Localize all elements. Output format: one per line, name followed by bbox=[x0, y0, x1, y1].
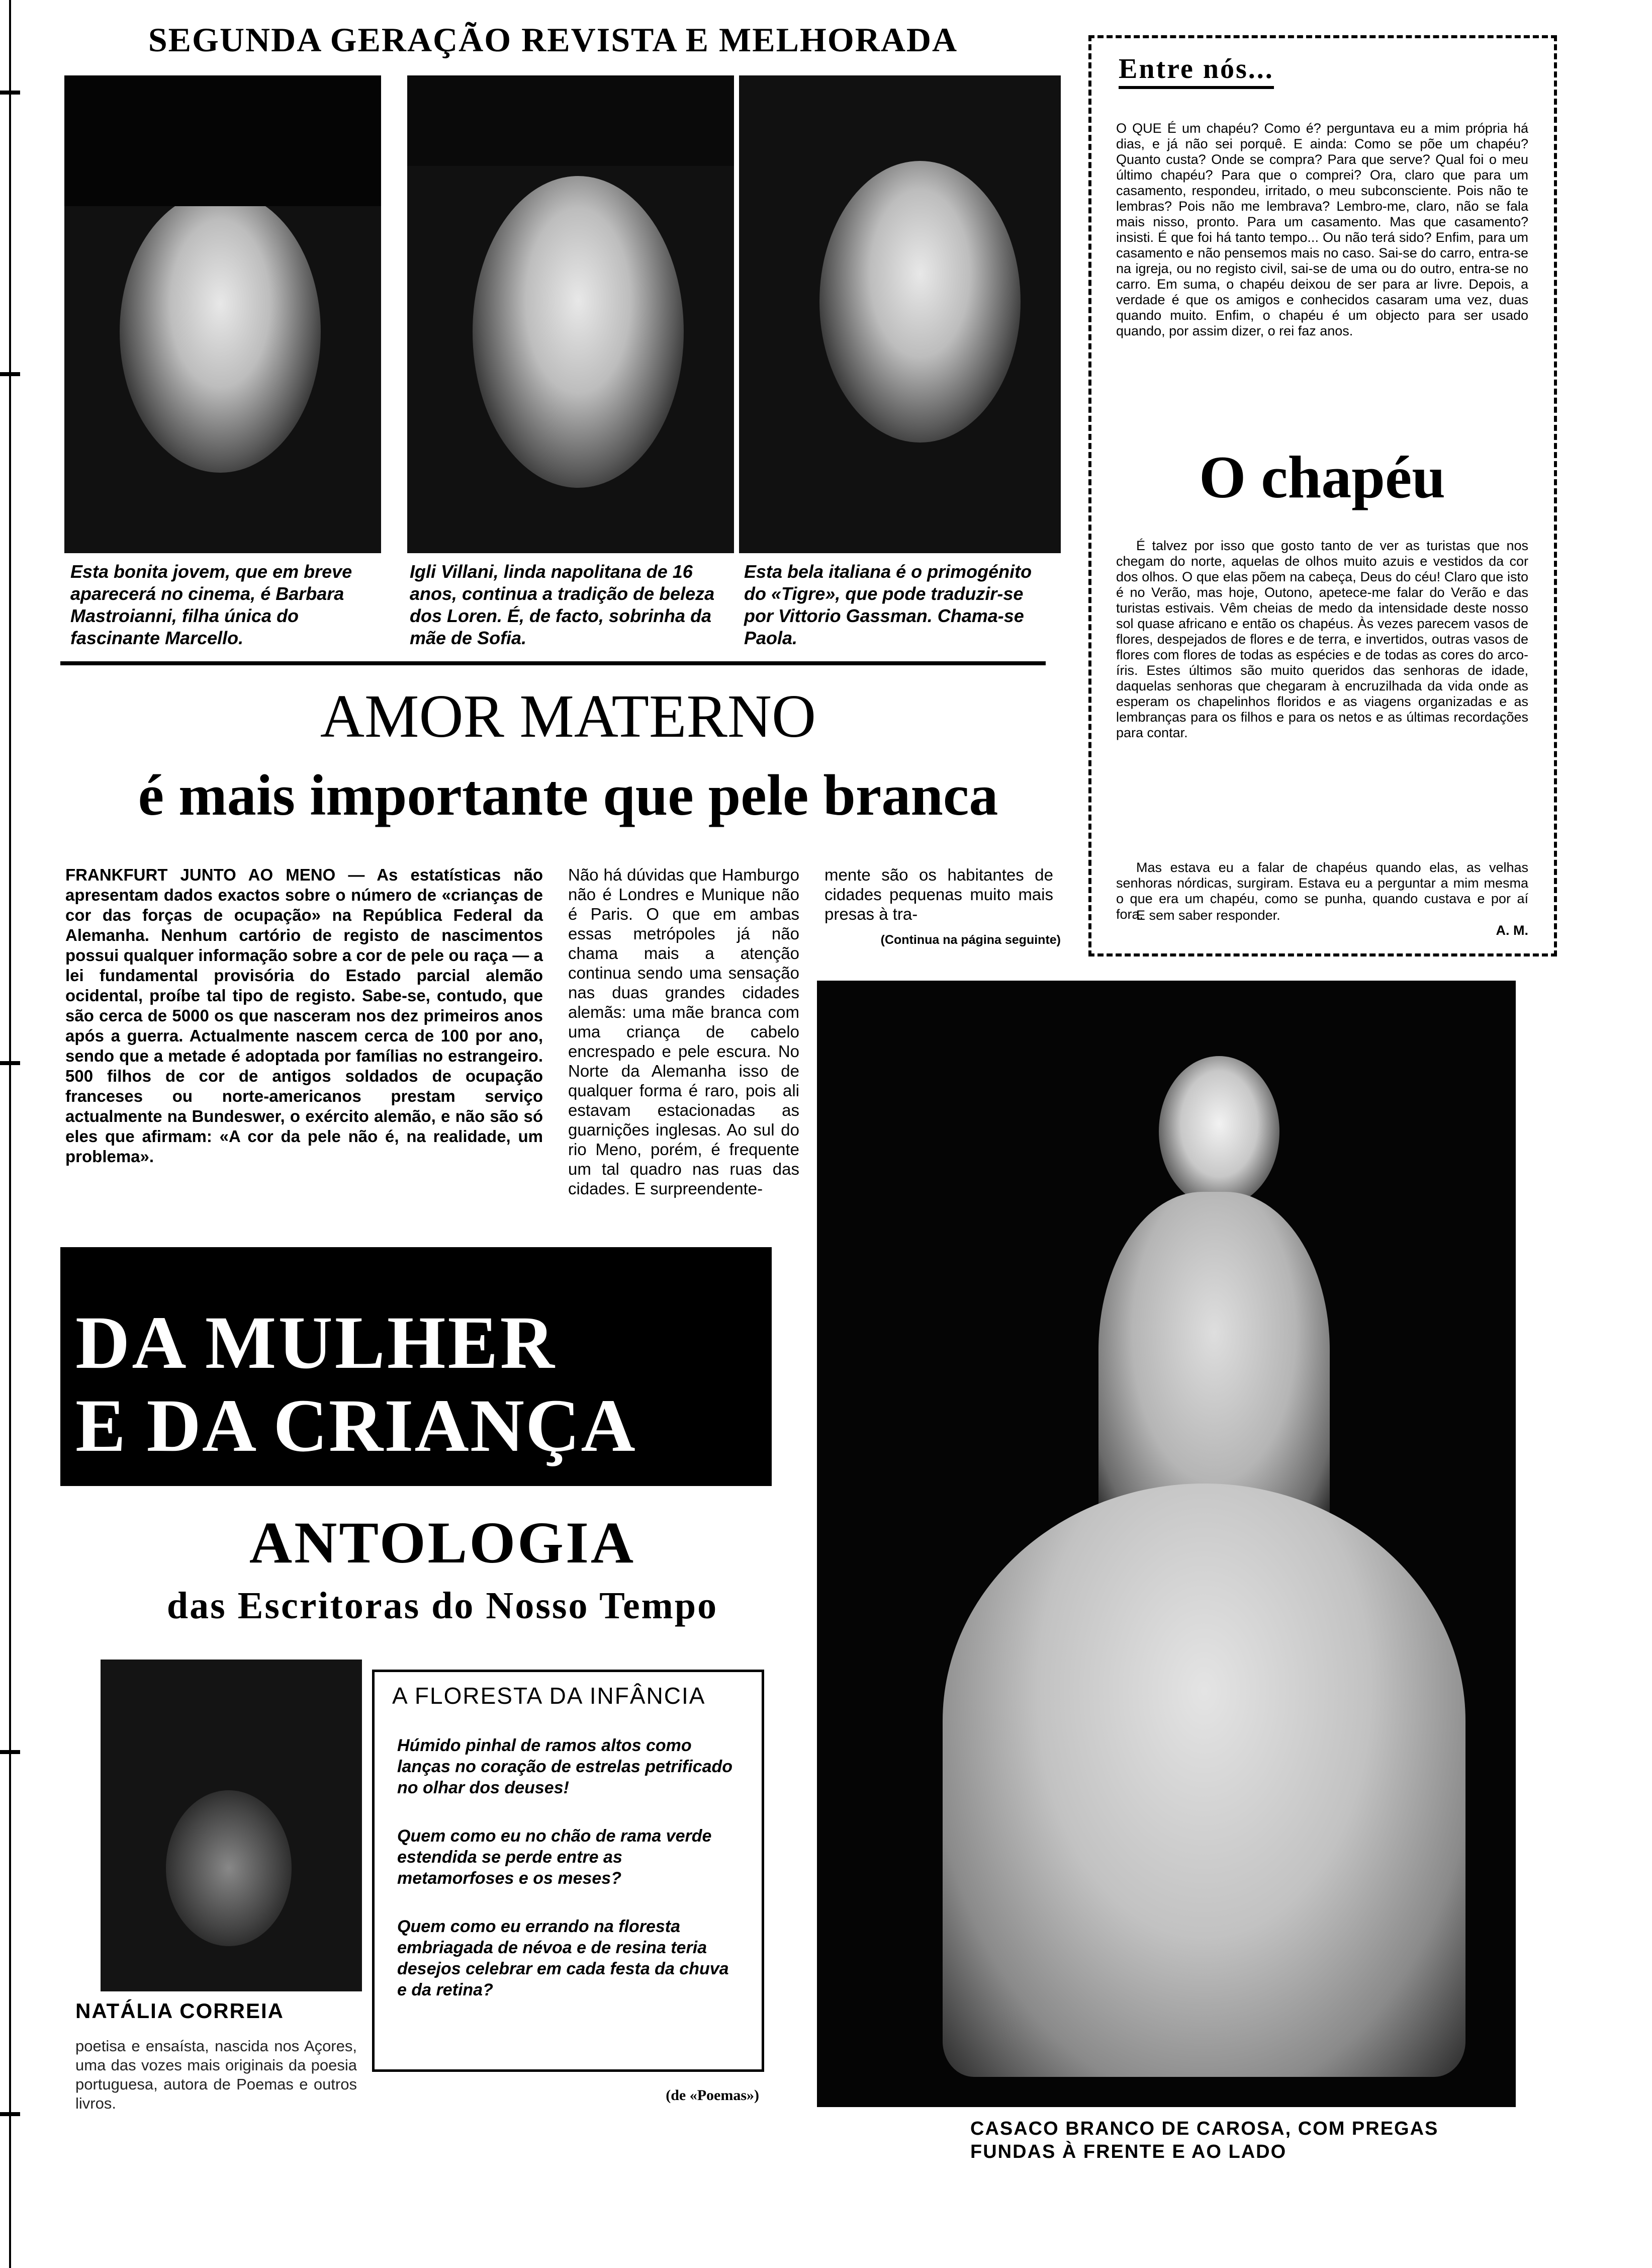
column-title: O chapéu bbox=[1199, 444, 1446, 510]
anthology-title: ANTOLOGIA bbox=[249, 1510, 636, 1576]
masthead-line2: E DA CRIANÇA bbox=[75, 1384, 636, 1467]
fashion-caption: CASACO BRANCO DE CAROSA, COM PREGAS FUNDAS À FRENTE E AO LADO bbox=[970, 2118, 1439, 2162]
article-continue: (Continua na página seguinte) bbox=[880, 933, 1061, 947]
article-col2: Não há dúvidas que Hamburgo não é Londres e Munique não é Paris. O que em ambas essas metrópoles já não chama mais a atenção continua sendo uma sensação nas duas grandes cidades alemãs: uma mãe branca com uma criança de cabelo encrespado e pele escura. No Norte da Alemanha isso de qualquer forma é raro, pois ali estavam estacionadas as guarnições inglesas. Ao sul do rio Meno, porém, é frequente um tal quadro nas ruas das cidades. E surpreendente- bbox=[568, 865, 799, 1198]
photo-strip-rule bbox=[60, 661, 1046, 665]
poem-source: (de «Poemas») bbox=[666, 2087, 759, 2104]
caption-paola: Esta bela italiana é o primogénito do «Tigre», que pode traduzir-se por Vittorio Gassman. Chama-se Paola. bbox=[744, 561, 1032, 648]
column-signature: A. M. bbox=[1496, 923, 1528, 938]
author-portrait bbox=[101, 1660, 362, 1991]
poem-stanza-1: Húmido pinhal de ramos altos como lanças no coração de estrelas petrificado no olhar dos deuses! bbox=[397, 1736, 733, 1797]
photo-barbara-mastroianni bbox=[64, 75, 381, 553]
poem-title: A FLORESTA DA INFÂNCIA bbox=[392, 1683, 706, 1709]
column-intro: O QUE É um chapéu? Como é? perguntava eu a mim própria há dias, e já não sei porquê. E ainda: Como se põe um chapéu? Quanto custa? Onde se compra? Para que serve? Qual foi o meu último chapéu? Para que o comprei? Ora, claro que para um casamento, respondeu, irritado, o meu subconsciente. Pois não te lembras? Pois não me lembrava? Lembro-me, claro, não se fala mais nisso, pronto. Para um casamento. Mas que casamento? insisti. É que foi há tanto tempo... Ou não terá sido? Enfim, para um casamento e não pensemos mais no caso. Sai-se do carro, entra-se na igreja, ou no registo civil, sai-se de uma ou do outro, entra-se no carro. Em suma, o chapéu deixou de ser para ar livre. Depois, a verdade é que os amigos e conhecidos casaram uma vez, duas quando muito. Enfim, o chapéu é um objecto para ser usado quando, por assim dizer, o rei faz anos. bbox=[1116, 121, 1528, 338]
article-lead: FRANKFURT JUNTO AO MENO — As estatísticas não apresentam dados exactos sobre o número de «crianças de cor das forças de ocupação» na República Federal da Alemanha. Nenhum cartório de registo de nascimentos possui qualquer informação sobre a cor de pele ou raça — a lei fundamental provisória do Estado parcial alemão ocidental, proíbe tal tipo de registo. Sabe-se, contudo, que são cerca de 5000 os que nasceram nos dez primeiros anos após a guerra. Actualmente nascem cerca de 100 por ano, sendo que a metade é adoptada por famílias no estrangeiro. 500 filhos de cor de antigos soldados de ocupação franceses ou norte-americanos prestam serviço actualmente na Bundeswer, o exército alemão, e não são só eles que afirmam: «A cor da pele não é, na realidade, um problema». bbox=[65, 865, 543, 1166]
column-body-1: É talvez por isso que gosto tanto de ver as turistas que nos chegam do norte, aquelas de olhos muito azuis e vestidos da cor dos olhos. O que elas põem na cabeça, Deus do céu! Claro que isto é no Verão, mas hoje, Outono, apetece-me falar do Verão e das turistas estivais. Vêm cheias de medo da intensidade deste nosso sol quase africano e então os chapéus. Às vezes parecem vasos de flores, despejados de flores e de terra, e invertidos, outras vasos de flores com flores de todas as espécies e de todas as cores do arco-íris. Estes últimos são muito queridos das senhoras de idade, daquelas senhoras que chegaram à encruzilhada da vida onde as esperam os chapelinhos floridos e as viagens organizadas e as lembranças para os filhos e para os netos e as últimas recordações para contar. bbox=[1116, 538, 1528, 740]
poem-stanza-3: Quem como eu errando na floresta embriagada de névoa e de resina teria desejos celebrar em cada festa da chuva e da retina? bbox=[397, 1917, 729, 1999]
fashion-photo bbox=[817, 981, 1516, 2107]
photo-igli-villani bbox=[407, 75, 734, 553]
column-body-2: Mas estava eu a falar de chapéus quando elas, as velhas senhoras nórdicas, surgiram. Estava eu a perguntar a mim mesma o que era um chapéu, como se punha, quando custava e por aí fora. bbox=[1116, 860, 1528, 922]
article-title-line1: AMOR MATERNO bbox=[320, 682, 816, 750]
caption-igli: Igli Villani, linda napolitana de 16 anos, continua a tradição de beleza dos Loren. É, de facto, sobrinha da mãe de Sofia. bbox=[410, 561, 715, 648]
author-bio: poetisa e ensaísta, nascida nos Açores, uma das vozes mais originais da poesia portuguesa, autora de Poemas e outros livros. bbox=[75, 2037, 357, 2112]
article-col3: mente são os habitantes de cidades pequenas muito mais presas à tra- bbox=[824, 865, 1053, 923]
photo-paola-gassman bbox=[739, 75, 1061, 553]
anthology-subtitle: das Escritoras do Nosso Tempo bbox=[166, 1585, 718, 1627]
author-name: NATÁLIA CORREIA bbox=[75, 1999, 284, 2023]
column-kicker: Entre nós... bbox=[1119, 53, 1274, 89]
margin-marks bbox=[0, 0, 20, 2268]
caption-barbara: Esta bonita jovem, que em breve aparecerá no cinema, é Barbara Mastroianni, filha única do fascinante Marcello. bbox=[70, 561, 352, 648]
article-title-line2: é mais importante que pele branca bbox=[138, 763, 998, 828]
section-masthead bbox=[60, 1247, 772, 1486]
masthead-line1: DA MULHER bbox=[75, 1301, 557, 1384]
photo-strip-headline: SEGUNDA GERAÇÃO REVISTA E MELHORADA bbox=[148, 21, 958, 59]
poem-stanza-2: Quem como eu no chão de rama verde estendida se perde entre as metamorfoses e os meses? bbox=[397, 1826, 712, 1888]
column-body-3: E sem saber responder. bbox=[1136, 908, 1280, 923]
